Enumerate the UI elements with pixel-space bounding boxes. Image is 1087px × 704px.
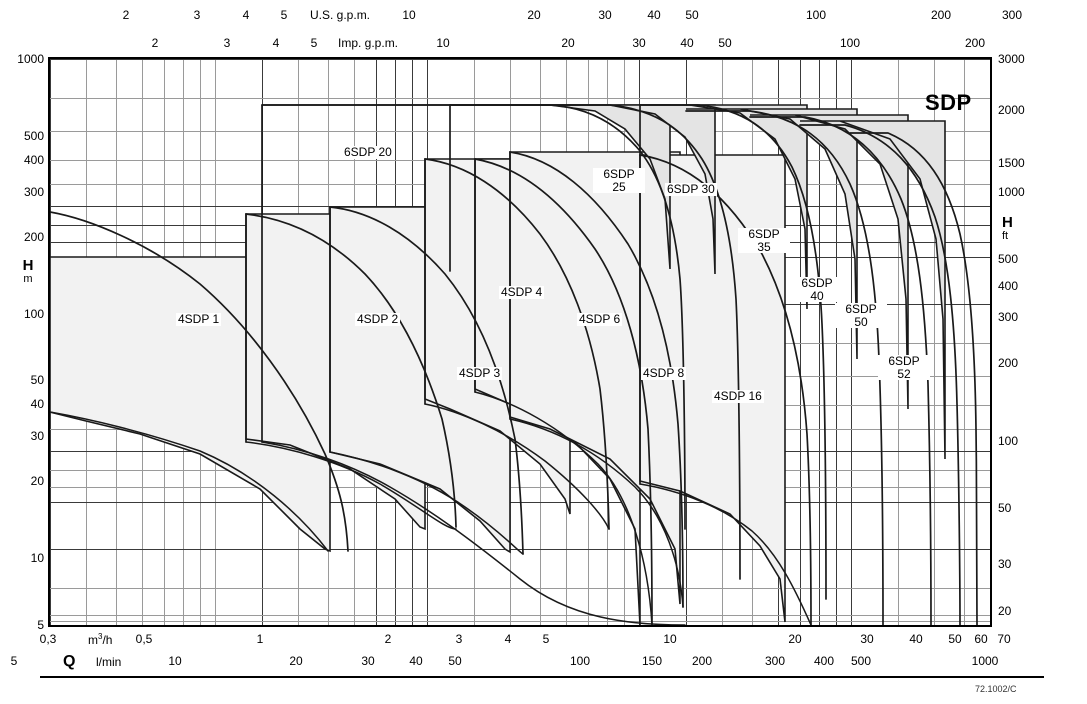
tick-imp-4: 4	[272, 36, 280, 50]
ytick-ft-1500: 1500	[998, 156, 1025, 170]
tick-us-10: 10	[402, 8, 416, 22]
ytick-m-500: 500	[23, 129, 44, 143]
axis-top-us-gpm	[0, 8, 1087, 24]
tick-us-20: 20	[527, 8, 541, 22]
ytick-m-40: 40	[30, 397, 44, 411]
axis-label-m3h: $m^3/h$	[88, 632, 113, 647]
axis-right-ft	[998, 0, 1087, 704]
ytick-ft-50: 50	[998, 501, 1012, 515]
curve-label-6sdp50	[835, 303, 887, 328]
ytick-ft-500: 500	[998, 252, 1019, 266]
axis-bottom-lmin	[0, 654, 1087, 670]
footer-rule	[40, 676, 1044, 678]
tick-m3h-1: 1	[256, 632, 264, 646]
chart-title: SDP	[925, 90, 972, 115]
tick-m3h-3: 3	[455, 632, 463, 646]
tick-lmin-40: 40	[409, 654, 423, 668]
tick-lmin-50: 50	[448, 654, 462, 668]
ytick-m-100: 100	[23, 307, 44, 321]
axis-name-right	[1002, 215, 1030, 242]
tick-m3h-30: 30	[860, 632, 874, 646]
curve-label-6sdp40	[791, 277, 843, 302]
axis-name-bottom: Q	[63, 653, 76, 670]
curve-label-6sdp30: 6SDP 30	[667, 182, 715, 196]
axis-name-left	[12, 258, 44, 285]
ytick-ft-3000: 3000	[998, 52, 1025, 66]
curve-label-6sdp25-text: 6SDP 25	[603, 167, 635, 194]
axis-name-right-unit: ft	[1002, 229, 1009, 242]
tick-us-300: 300	[1001, 8, 1023, 22]
curve-label-4sdp4: 4SDP 4	[501, 285, 543, 299]
ytick-m-400: 400	[23, 153, 44, 167]
tick-lmin-200: 200	[691, 654, 713, 668]
ytick-m-50: 50	[30, 373, 44, 387]
ytick-ft-200: 200	[998, 356, 1019, 370]
tick-lmin-400: 400	[813, 654, 835, 668]
tick-m3h-70: 70	[997, 632, 1011, 646]
tick-m3h-20: 20	[788, 632, 802, 646]
ytick-ft-2000: 2000	[998, 103, 1025, 117]
ytick-m-1000: 1000	[17, 52, 44, 66]
axis-name-left-unit: m	[23, 272, 33, 285]
tick-m3h-40: 40	[909, 632, 923, 646]
tick-m3h-60: 60	[974, 632, 988, 646]
tick-us-40: 40	[647, 8, 661, 22]
axis-name-left-letter: H	[22, 257, 34, 274]
tick-m3h-50: 50	[948, 632, 962, 646]
tick-imp-40: 40	[680, 36, 694, 50]
curve-label-6sdp25	[593, 168, 645, 193]
curve-label-4sdp2: 4SDP 2	[357, 312, 399, 326]
tick-us-5: 5	[280, 8, 288, 22]
tick-lmin-20: 20	[289, 654, 303, 668]
tick-us-30: 30	[598, 8, 612, 22]
tick-imp-20: 20	[561, 36, 575, 50]
tick-imp-30: 30	[632, 36, 646, 50]
tick-lmin-1000: 1000	[971, 654, 999, 668]
curve-label-6sdp52-text: 6SDP 52	[888, 354, 920, 381]
tick-lmin-10: 10	[168, 654, 182, 668]
axis-left-m	[0, 0, 44, 704]
tick-us-200: 200	[930, 8, 952, 22]
curve-label-6sdp20: 6SDP 20	[344, 145, 392, 159]
curve-label-4sdp16: 4SDP 16	[714, 389, 762, 403]
curve-label-6sdp40-text: 6SDP 40	[801, 276, 833, 303]
axis-bottom-m3h	[0, 632, 1087, 648]
tick-us-100: 100	[805, 8, 827, 22]
tick-m3h-4: 4	[504, 632, 512, 646]
ytick-m-20: 20	[30, 474, 44, 488]
axis-top-imp-gpm	[0, 36, 1087, 52]
tick-lmin-30: 30	[361, 654, 375, 668]
tick-imp-100: 100	[839, 36, 861, 50]
ytick-m-30: 30	[30, 429, 44, 443]
ytick-m-300: 300	[23, 185, 44, 199]
ytick-ft-1000: 1000	[998, 185, 1025, 199]
ytick-m-10: 10	[30, 551, 44, 565]
curve-label-6sdp50-text: 6SDP 50	[845, 302, 877, 329]
ytick-ft-30: 30	[998, 557, 1012, 571]
curve-label-4sdp1: 4SDP 1	[178, 312, 220, 326]
document-code: 72.1002/C	[975, 684, 1017, 694]
tick-lmin-100: 100	[569, 654, 591, 668]
tick-imp-5: 5	[310, 36, 318, 50]
curve-label-6sdp52	[878, 355, 930, 380]
tick-imp-10: 10	[436, 36, 450, 50]
ytick-m-200: 200	[23, 230, 44, 244]
tick-lmin-150: 150	[641, 654, 663, 668]
tick-m3h-03: 0,3	[39, 632, 57, 646]
ytick-ft-300: 300	[998, 310, 1019, 324]
tick-lmin-5: 5	[10, 654, 18, 668]
tick-us-2: 2	[122, 8, 130, 22]
tick-m3h-2: 2	[384, 632, 392, 646]
axis-name-right-letter: H	[1002, 214, 1013, 231]
plot-area	[48, 57, 992, 627]
tick-imp-2: 2	[151, 36, 159, 50]
tick-m3h-5: 5	[542, 632, 550, 646]
curve-label-4sdp8: 4SDP 8	[643, 366, 685, 380]
tick-us-4: 4	[242, 8, 250, 22]
tick-imp-200: 200	[964, 36, 986, 50]
curve-label-6sdp35-text: 6SDP 35	[748, 227, 780, 254]
curve-label-4sdp3: 4SDP 3	[459, 366, 501, 380]
ytick-m-5: 5	[37, 618, 44, 632]
ytick-ft-400: 400	[998, 279, 1019, 293]
tick-m3h-10: 10	[663, 632, 677, 646]
curve-label-6sdp35	[738, 228, 790, 253]
curve-label-4sdp6: 4SDP 6	[579, 312, 621, 326]
axis-label-imp-gpm: Imp. g.p.m.	[338, 36, 399, 50]
curve-canvas	[50, 59, 990, 625]
tick-m3h-05: 0,5	[135, 632, 153, 646]
tick-imp-3: 3	[223, 36, 231, 50]
tick-lmin-500: 500	[850, 654, 872, 668]
ytick-ft-20: 20	[998, 604, 1012, 618]
tick-imp-50: 50	[718, 36, 732, 50]
ytick-ft-100: 100	[998, 434, 1019, 448]
tick-us-50: 50	[685, 8, 699, 22]
tick-lmin-300: 300	[764, 654, 786, 668]
axis-label-us-gpm: U.S. g.p.m.	[310, 8, 371, 22]
tick-us-3: 3	[193, 8, 201, 22]
axis-label-lmin: l/min	[96, 655, 122, 669]
